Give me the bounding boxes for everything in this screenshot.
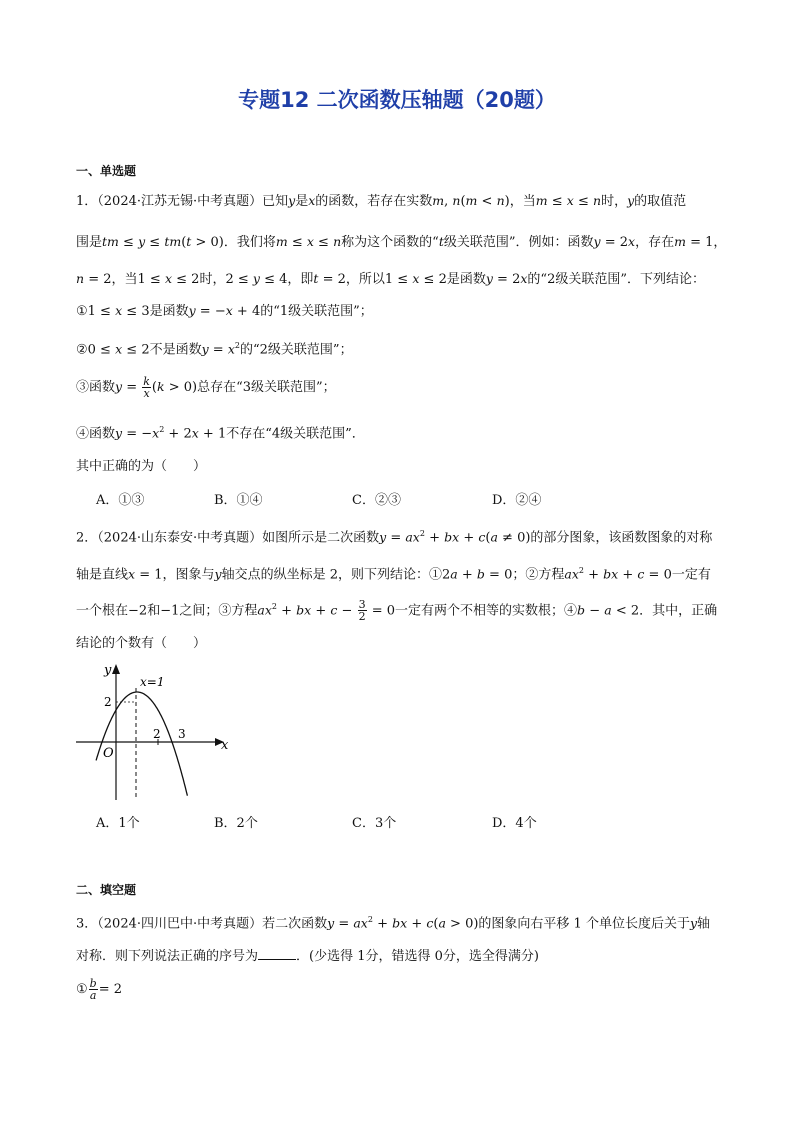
q2-option-a[interactable]: A．1个 (96, 816, 140, 831)
q1-conclusion-1: ①1 ≤ x ≤ 3是函数y = −x + 4的“1级关联范围”； (76, 303, 373, 319)
q3-answer-blank[interactable] (258, 947, 296, 960)
q1-line-3: n = 2，当1 ≤ x ≤ 2时，2 ≤ y ≤ 4，即t = 2，所以1 ≤ x ≤ 2是函数y = 2x的“2级关联范围”．下列结论： (76, 271, 705, 287)
symmetry-axis-label: x=1 (140, 675, 165, 689)
tick-y-2: 2 (104, 695, 112, 709)
q2-option-d[interactable]: D．4个 (492, 816, 537, 831)
section-heading-single-choice: 一、单选题 (76, 164, 137, 178)
q1-line-1: 1．（2024·江苏无锡·中考真题）已知y是x的函数，若存在实数m, n(m < n)，当m ≤ x ≤ n时，y的取值范 (76, 193, 687, 209)
q2-option-b[interactable]: B．2个 (214, 816, 258, 831)
quadratic-graph (74, 660, 234, 802)
q2-line-1: 2．（2024·山东泰安·中考真题）如图所示是二次函数$y = ax^2$ + bx + c(a ≠ 0)的部分图象，该函数图象的对称 (76, 529, 713, 546)
q2-line-4: 结论的个数有（ ） (76, 636, 207, 651)
y-axis-arrow-icon (112, 664, 120, 674)
q2-line-3: 一个根在−2和−1之间；③方程$ax^2$ + bx + c − $\frac{3}{2}$ = 0一定有两个不相等的实数根；④b − a < 2．其中，正确 (76, 598, 718, 624)
q1-option-b[interactable]: B．①④ (214, 493, 263, 508)
q1-option-a[interactable]: A．①③ (96, 493, 145, 508)
q3-line-2: 对称．则下列说法正确的序号为 ．(少选得 1分，错选得 0分，选全得满分) (76, 949, 539, 964)
q1-option-d[interactable]: D．②④ (492, 493, 542, 508)
page-title: 专题12 二次函数压轴题（20题） (238, 88, 556, 112)
q1-line-2: 围是tm ≤ y ≤ tm(t > 0)．我们将m ≤ x ≤ n称为这个函数的“t级关联范围”．例如：函数y = 2x，存在m = 1， (76, 234, 727, 250)
q2-option-c[interactable]: C．3个 (352, 816, 397, 831)
tick-x-3: 3 (178, 727, 186, 741)
q3-choice-1: ① $\frac{b}{a}$ = 2 (76, 977, 122, 1002)
q1-conclusion-2: ②0 ≤ x ≤ 2不是函数$y = x^2$的“2级关联范围”； (76, 341, 353, 358)
origin-label: O (103, 746, 114, 761)
q1-option-c[interactable]: C．②③ (352, 493, 401, 508)
q1-conclusion-4: ④函数$y = -x^2 + 2x + 1$不存在“4级关联范围”． (76, 425, 365, 442)
q2-line-2: 轴是直线x = 1，图象与y轴交点的纵坐标是 2，则下列结论：①2a + b = 0；②方程$ax^2$ + bx + c = 0一定有 (76, 566, 711, 583)
tick-x-2: 2 (153, 727, 161, 741)
y-axis-label: y (104, 663, 112, 678)
q3-line-1: 3．（2024·四川巴中·中考真题）若二次函数$y = ax^2$ + bx + c(a > 0)的图象向右平移 1 个单位长度后关于y轴 (76, 915, 711, 932)
section-heading-fill-blank: 二、填空题 (76, 883, 137, 897)
q1-conclusion-3: ③函数y = $\frac{k}{x}$ (k > 0)总存在“3级关联范围”； (76, 375, 336, 400)
q1-question: 其中正确的为（ ） (76, 459, 207, 474)
x-axis-label: x (221, 738, 229, 753)
